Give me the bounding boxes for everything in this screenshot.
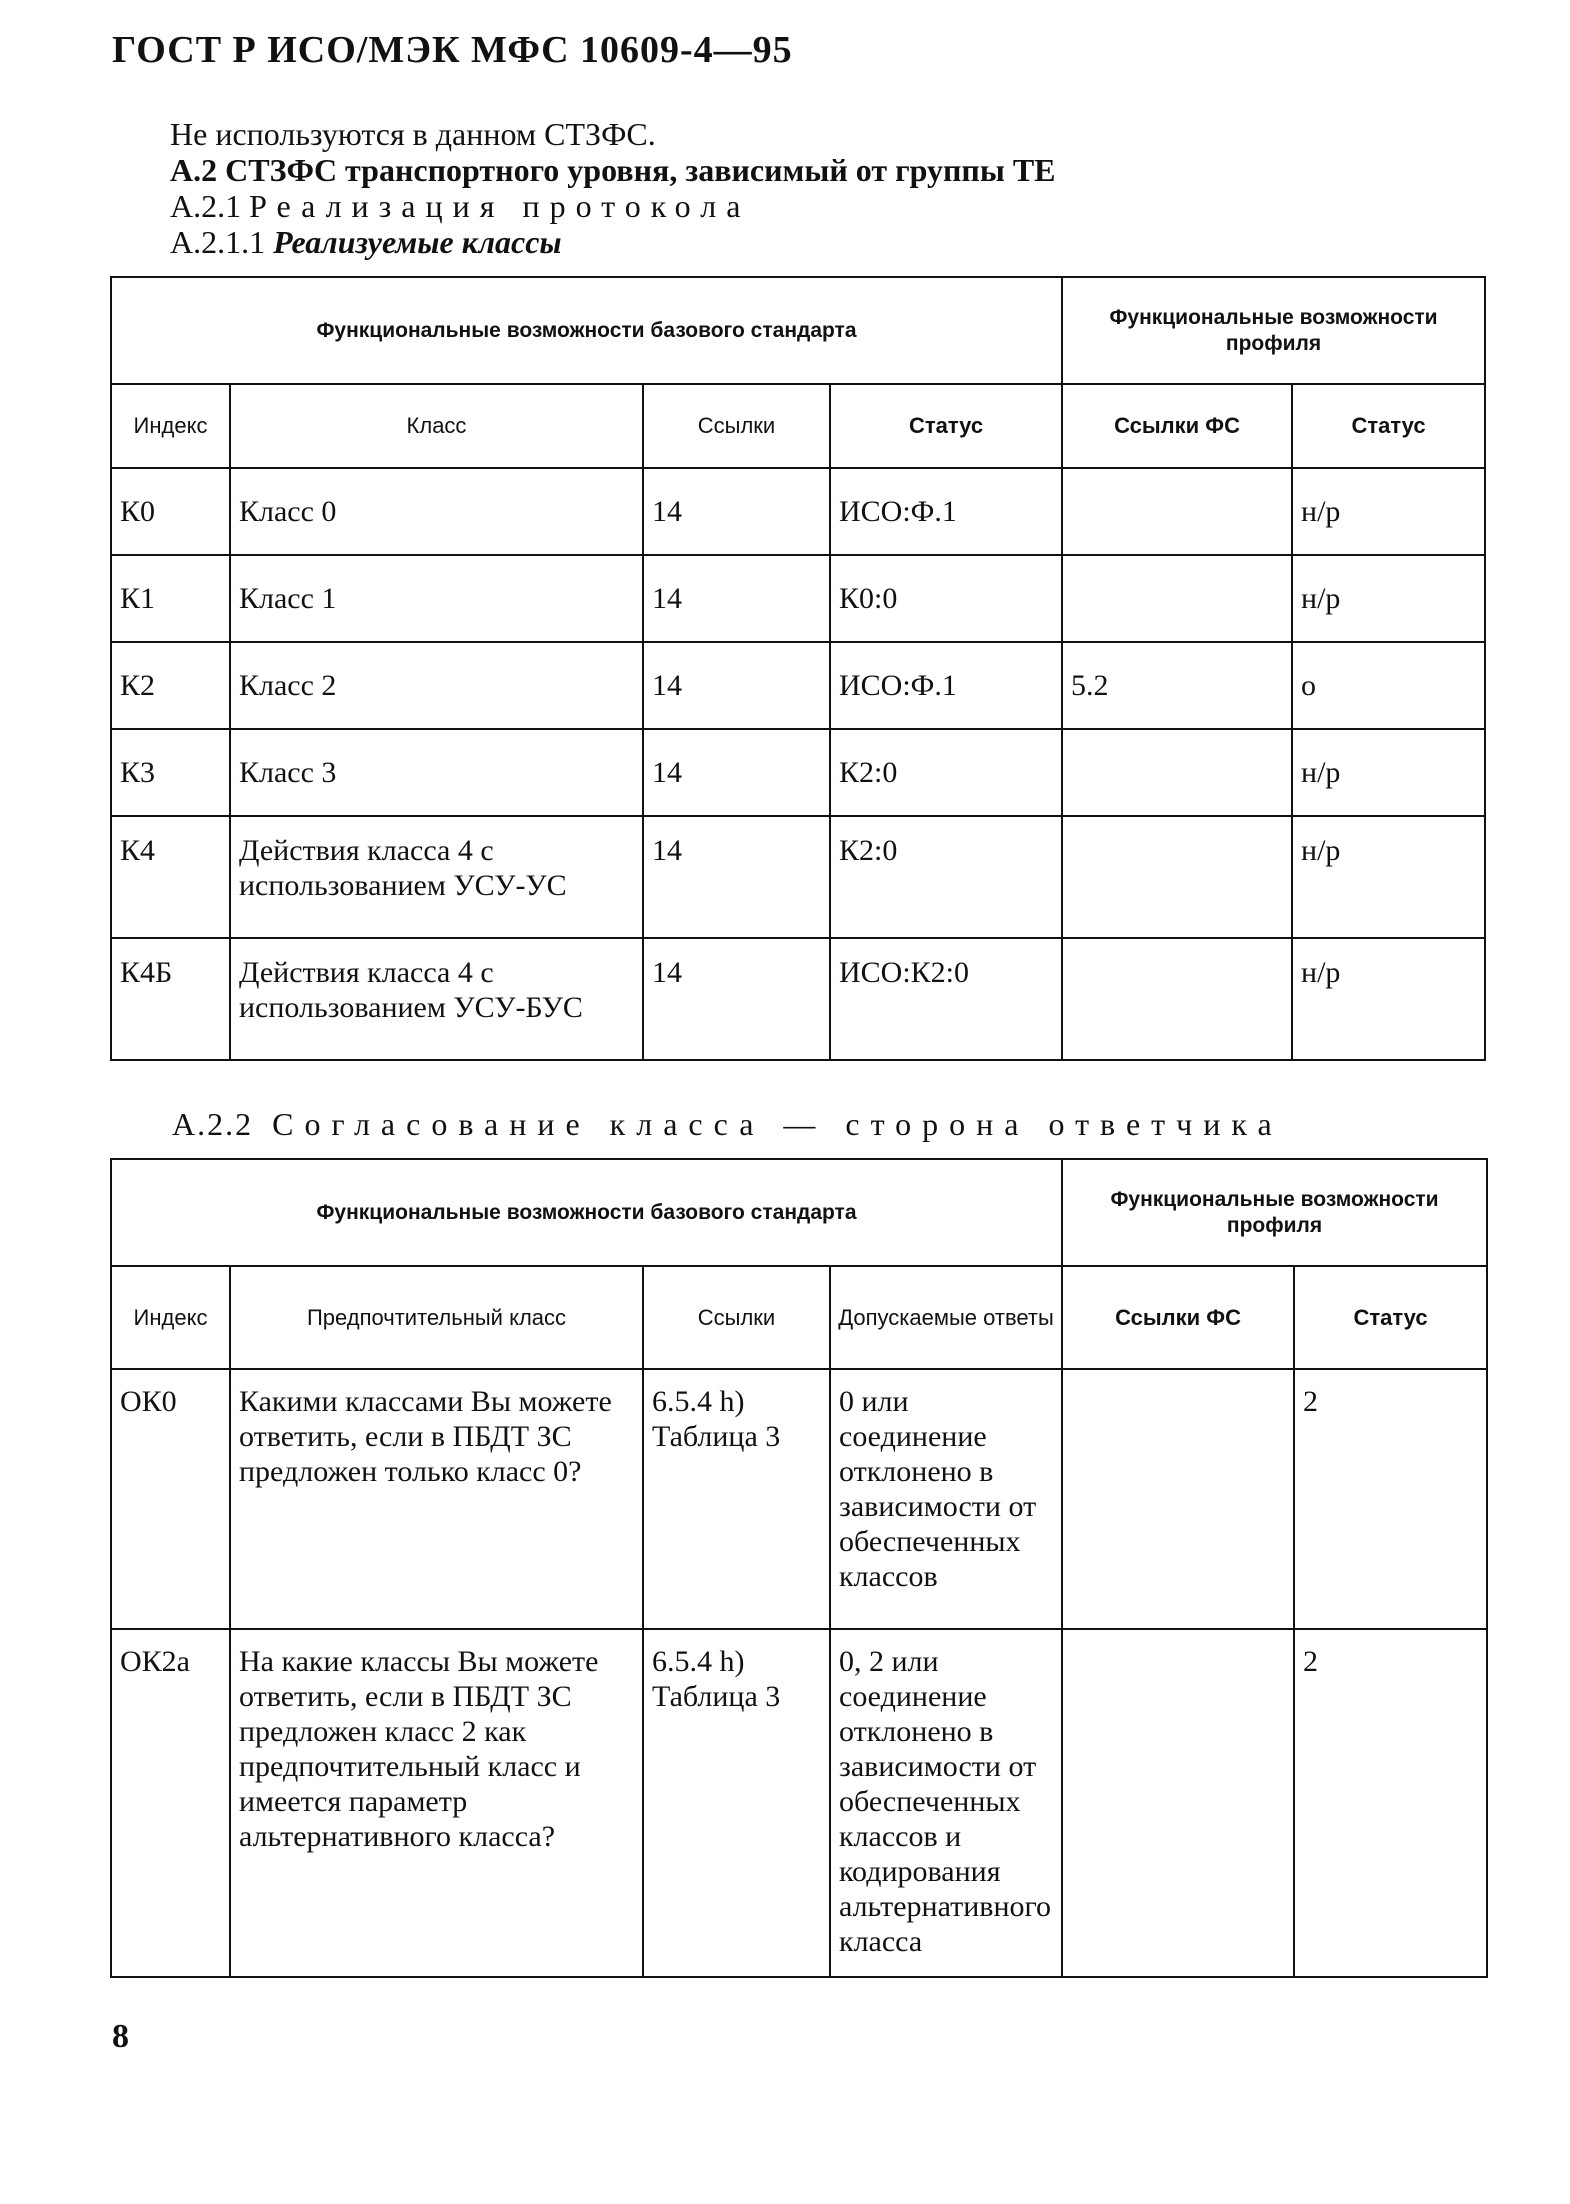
cell-fs-refs — [1062, 729, 1292, 816]
column-header-profile-status: Статус — [1294, 1266, 1487, 1369]
document-header: ГОСТ Р ИСО/МЭК МФС 10609-4—95 — [112, 29, 793, 71]
column-header-refs: Ссылки — [643, 1266, 830, 1369]
subsection-heading-a211 — [170, 224, 1056, 260]
cell-refs: 14 — [643, 468, 830, 555]
cell-status: ИСО:К2:0 — [830, 938, 1062, 1060]
cell-profile-status: н/р — [1292, 938, 1485, 1060]
cell-status: ИСО:Ф.1 — [830, 468, 1062, 555]
cell-index: ОК2а — [111, 1629, 230, 1977]
cell-fs-refs — [1062, 1369, 1294, 1629]
table-row — [111, 729, 1485, 816]
cell-index: К4Б — [111, 938, 230, 1060]
class-negotiation-table — [110, 1158, 1488, 1978]
cell-allowed-responses: 0 или соединение отклонено в зависимости от обеспеченных классов — [830, 1369, 1062, 1629]
cell-refs: 14 — [643, 938, 830, 1060]
intro-block — [170, 116, 1056, 260]
intro-line-1: Не используются в данном СТЗФС. — [170, 116, 656, 152]
subsection-heading-a22 — [172, 1106, 1283, 1143]
table-row — [111, 468, 1485, 555]
cell-profile-status: 2 — [1294, 1629, 1487, 1977]
cell-profile-status: о — [1292, 642, 1485, 729]
cell-preferred-class: На какие классы Вы можете ответить, если в ПБДТ ЗС предложен класс 2 как предпочтительный класс и имеется параметр альтернативного класса? — [230, 1629, 643, 1977]
cell-index: К3 — [111, 729, 230, 816]
column-header-fs-refs: Ссылки ФС — [1062, 1266, 1294, 1369]
cell-profile-status: н/р — [1292, 816, 1485, 938]
cell-profile-status: 2 — [1294, 1369, 1487, 1629]
cell-refs: 6.5.4 h) Таблица 3 — [643, 1369, 830, 1629]
cell-index: К2 — [111, 642, 230, 729]
cell-refs: 14 — [643, 816, 830, 938]
table-row — [111, 1629, 1487, 1977]
cell-status: ИСО:Ф.1 — [830, 642, 1062, 729]
table-row — [111, 555, 1485, 642]
cell-profile-status: н/р — [1292, 555, 1485, 642]
column-header-allowed-responses: Допускаемые ответы — [830, 1266, 1062, 1369]
column-header-fs-refs: Ссылки ФС — [1062, 384, 1292, 468]
page-number: 8 — [112, 2018, 129, 2055]
subsection-title: Реализация протокола — [249, 188, 751, 224]
column-header-class: Класс — [230, 384, 643, 468]
cell-profile-status: н/р — [1292, 729, 1485, 816]
column-header-refs: Ссылки — [643, 384, 830, 468]
column-header-profile-status: Статус — [1292, 384, 1485, 468]
cell-allowed-responses: 0, 2 или соединение отклонено в зависимости от обеспеченных классов и кодирования альтернативного класса — [830, 1629, 1062, 1977]
subsection-heading-a21 — [170, 188, 1056, 224]
cell-preferred-class: Какими классами Вы можете ответить, если в ПБДТ ЗС предложен только класс 0? — [230, 1369, 643, 1629]
cell-index: ОК0 — [111, 1369, 230, 1629]
cell-class: Класс 2 — [230, 642, 643, 729]
column-header-status: Статус — [830, 384, 1062, 468]
cell-fs-refs — [1062, 468, 1292, 555]
section-heading-a2: А.2 СТЗФС транспортного уровня, зависимый от группы ТЕ — [170, 152, 1056, 188]
column-header-preferred-class: Предпочтительный класс — [230, 1266, 643, 1369]
group-header-base: Функциональные возможности базового стандарта — [111, 1159, 1062, 1266]
implemented-classes-table — [110, 276, 1486, 1061]
cell-fs-refs — [1062, 555, 1292, 642]
cell-class: Действия класса 4 с использованием УСУ-БУС — [230, 938, 643, 1060]
cell-refs: 14 — [643, 555, 830, 642]
group-header-base: Функциональные возможности базового стандарта — [111, 277, 1062, 384]
cell-index: К1 — [111, 555, 230, 642]
cell-index: К0 — [111, 468, 230, 555]
cell-status: К2:0 — [830, 816, 1062, 938]
table-row — [111, 938, 1485, 1060]
subsection-title: Согласование класса — сторона ответчика — [272, 1106, 1283, 1142]
cell-status: К2:0 — [830, 729, 1062, 816]
cell-refs: 14 — [643, 642, 830, 729]
cell-profile-status: н/р — [1292, 468, 1485, 555]
subsection-title: Реализуемые классы — [273, 224, 562, 260]
cell-refs: 6.5.4 h) Таблица 3 — [643, 1629, 830, 1977]
cell-fs-refs — [1062, 1629, 1294, 1977]
subsection-number: А.2.2 — [172, 1106, 254, 1142]
subsection-number: А.2.1 — [170, 188, 242, 224]
subsection-number: А.2.1.1 — [170, 224, 266, 260]
column-header-index: Индекс — [111, 1266, 230, 1369]
cell-class: Класс 0 — [230, 468, 643, 555]
cell-class: Класс 1 — [230, 555, 643, 642]
table-row — [111, 642, 1485, 729]
cell-index: К4 — [111, 816, 230, 938]
cell-fs-refs: 5.2 — [1062, 642, 1292, 729]
column-header-index: Индекс — [111, 384, 230, 468]
table-row — [111, 1369, 1487, 1629]
cell-fs-refs — [1062, 816, 1292, 938]
group-header-profile: Функциональные возможности профиля — [1062, 277, 1485, 384]
cell-status: К0:0 — [830, 555, 1062, 642]
cell-class: Класс 3 — [230, 729, 643, 816]
cell-fs-refs — [1062, 938, 1292, 1060]
table-row — [111, 816, 1485, 938]
cell-class: Действия класса 4 с использованием УСУ-УС — [230, 816, 643, 938]
group-header-profile: Функциональные возможности профиля — [1062, 1159, 1487, 1266]
cell-refs: 14 — [643, 729, 830, 816]
